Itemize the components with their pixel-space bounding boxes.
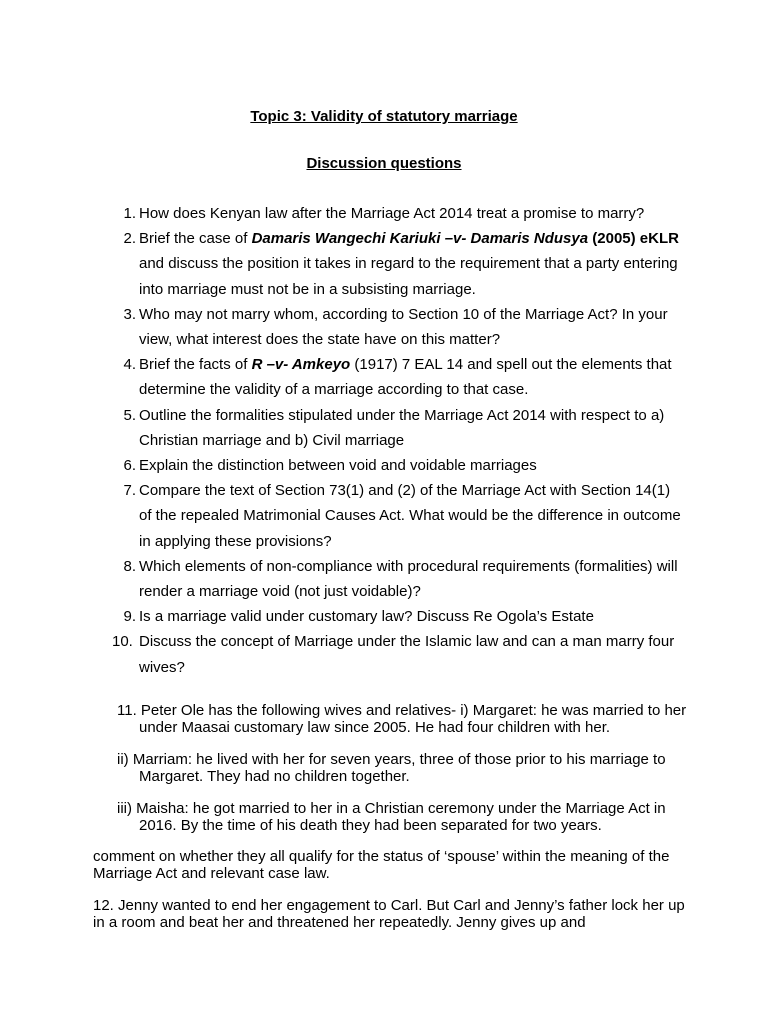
item-text: Outline the formalities stipulated under the Marriage Act 2014 with respect to a) Christian marriage and b) Civil marriage (139, 406, 665, 449)
list-item (112, 554, 682, 604)
question-list (112, 201, 682, 680)
case-name: Damaris Wangechi Kariuki –v- Damaris Ndusya (251, 230, 589, 248)
question-12: 12. Jenny wanted to end her engagement to Carl. But Carl and Jenny’s father lock her up in a room and beat her and threatened her repeatedly. Jenny gives up and (93, 897, 685, 931)
list-item (112, 453, 682, 478)
item-text: (1917) 7 EAL 14 and spell out the elements that determine the validity of a marriage according to that case. (139, 356, 672, 399)
item-text: and discuss the position it takes in regard to the requirement that a party entering into marriage must not be in a subsisting marriage. (139, 255, 678, 298)
list-item (112, 403, 682, 453)
list-item (112, 201, 682, 226)
section-heading: Discussion questions (306, 155, 462, 172)
item-number: 9. (123, 608, 136, 626)
list-item (112, 302, 682, 352)
question-11-intro: 11. Peter Ole has the following wives and relatives- i) Margaret: he was married to her under Maasai customary law since 2005. He had four children with her. (117, 702, 687, 736)
question-11-prompt: comment on whether they all qualify for the status of ‘spouse’ within the meaning of the Marriage Act and relevant case law. (93, 848, 670, 882)
item-text: Which elements of non-compliance with procedural requirements (formalities) will render a marriage void (not just voidable)? (139, 557, 678, 601)
list-item (112, 352, 682, 402)
question-11-item-3: iii) Maisha: he got married to her in a Christian ceremony under the Marriage Act in 2016. By the time of his death they had been separated for two years. (117, 800, 666, 834)
list-item (112, 604, 682, 629)
item-text: Compare the text of Section 73(1) and (2) of the Marriage Act with Section 14(1) of the repealed Matrimonial Causes Act. What would be the difference in outcome in applying these provisions? (139, 482, 681, 550)
item-number: 1. (123, 205, 136, 222)
item-number: 6. (123, 457, 136, 475)
item-text-prefix: Brief the facts of (139, 356, 252, 374)
case-citation: (2005) eKLR (588, 230, 679, 248)
item-text: Is a marriage valid under customary law? Discuss Re Ogola’s Estate (139, 608, 594, 626)
item-number: 5. (123, 406, 136, 424)
item-number: 7. (123, 482, 136, 500)
list-item (112, 226, 682, 302)
question-11-item-2: ii) Marriam: he lived with her for seven years, three of those prior to his marriage to Margaret. They had no children together. (117, 751, 666, 785)
item-text: Who may not marry whom, according to Section 10 of the Marriage Act? In your view, what interest does the state have on this matter? (139, 305, 668, 349)
item-number: 8. (123, 557, 136, 575)
page-title: Topic 3: Validity of statutory marriage (250, 108, 518, 125)
item-number: 10. (112, 633, 133, 651)
item-text: Discuss the concept of Marriage under the Islamic law and can a man marry four wives? (139, 633, 675, 676)
item-text-prefix: Brief the case of (139, 230, 252, 248)
item-number: 4. (123, 356, 136, 374)
list-item (112, 478, 682, 554)
item-text: How does Kenyan law after the Marriage Act 2014 treat a promise to marry? (139, 205, 645, 222)
list-item (112, 629, 682, 679)
item-number: 3. (123, 305, 136, 323)
item-number: 2. (123, 230, 136, 248)
case-name: R –v- Amkeyo (251, 356, 351, 374)
item-text: Explain the distinction between void and voidable marriages (139, 457, 537, 475)
